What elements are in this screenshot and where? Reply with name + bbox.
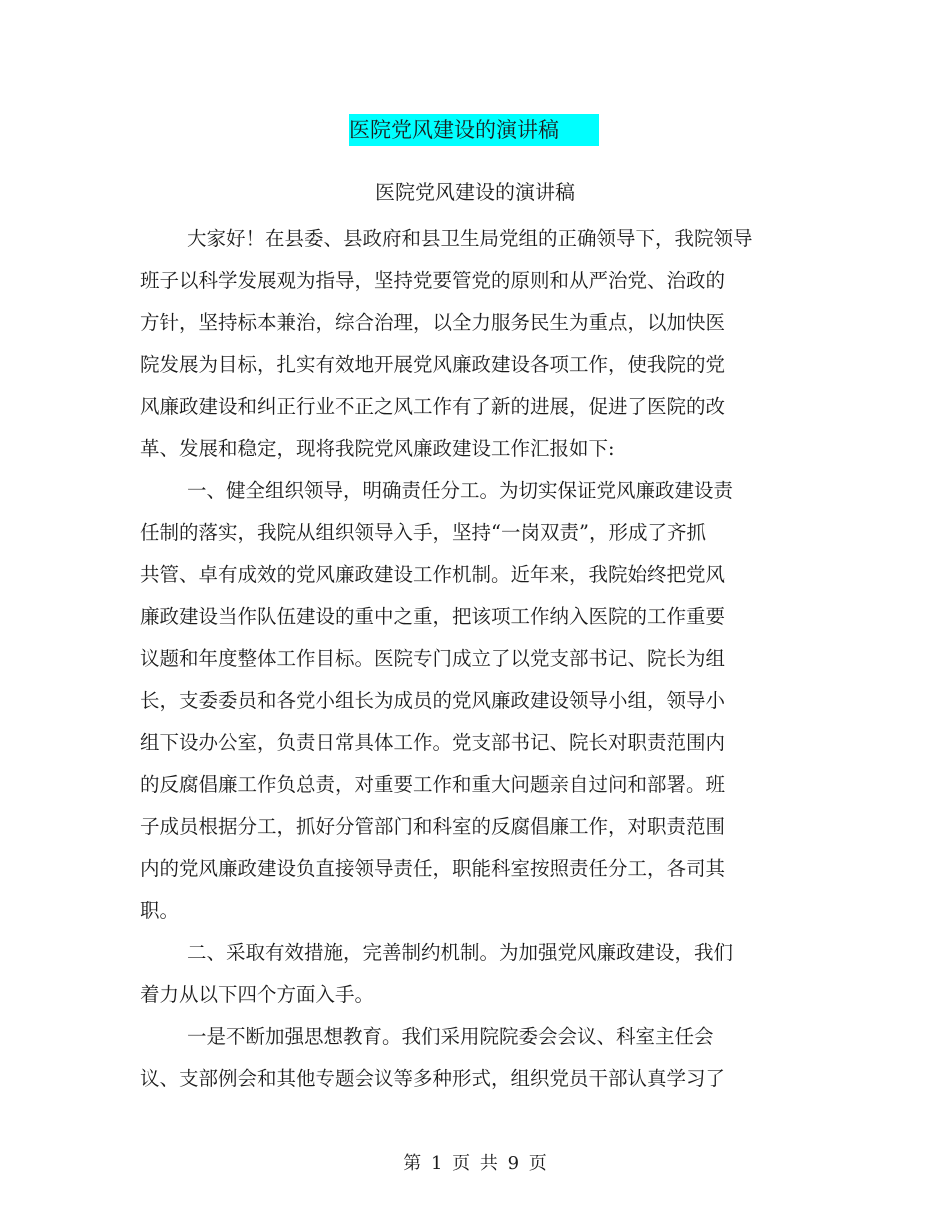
paragraph-section-2 (140, 932, 770, 1016)
text-line: 长，支委委员和各党小组长为成员的党风廉政建设领导小组，领导小 (140, 689, 726, 712)
footer-page-unit: 页 (452, 1153, 471, 1174)
text-line: 班子以科学发展观为指导，坚持党要管党的原则和从严治党、治政的 (140, 269, 726, 292)
text-line: 议、支部例会和其他专题会议等多种形式，组织党员干部认真学习了 (140, 1067, 726, 1090)
document-header-title (349, 114, 599, 146)
text-line: 组下设办公室，负责日常具体工作。党支部书记、院长对职责范围内 (140, 731, 726, 754)
document-subtitle: 医院党风建设的演讲稿 (375, 180, 575, 204)
text-line: 内的党风廉政建设负直接领导责任，职能科室按照责任分工，各司其 (140, 857, 726, 880)
text-line: 子成员根据分工，抓好分管部门和科室的反腐倡廉工作，对职责范围 (140, 815, 726, 838)
footer-total-prefix: 共 (479, 1153, 498, 1174)
text-line: 一是不断加强思想教育。我们采用院院委会会议、科室主任会 (187, 1025, 714, 1048)
text-line: 大家好！在县委、县政府和县卫生局党组的正确领导下，我院领导 (187, 227, 753, 250)
page-footer (0, 1151, 950, 1177)
text-line: 共管、卓有成效的党风廉政建设工作机制。近年来，我院始终把党风 (140, 563, 726, 586)
text-line: 任制的落实，我院从组织领导入手，坚持“一岗双责”，形成了齐抓 (140, 521, 706, 544)
text-line: 廉政建设当作队伍建设的重中之重，把该项工作纳入医院的工作重要 (140, 605, 726, 628)
text-line: 职。 (140, 899, 180, 922)
text-line: 风廉政建设和纠正行业不正之风工作有了新的进展，促进了医院的改 (140, 395, 726, 418)
text-line: 院发展为目标，扎实有效地开展党风廉政建设各项工作，使我院的党 (140, 353, 726, 376)
paragraph-section-1 (140, 470, 770, 932)
document-body (140, 218, 770, 1100)
text-line: 革、发展和稳定，现将我院党风廉政建设工作汇报如下: (140, 437, 615, 460)
footer-total-unit: 页 (528, 1153, 547, 1174)
text-line: 一、健全组织领导，明确责任分工。为切实保证党风廉政建设责 (187, 479, 734, 502)
text-line: 议题和年度整体工作目标。医院专门成立了以党支部书记、院长为组 (140, 647, 726, 670)
footer-prefix: 第 (403, 1153, 422, 1174)
text-line: 二、采取有效措施，完善制约机制。为加强党风廉政建设，我们 (187, 941, 734, 964)
header-title-text: 医院党风建设的演讲稿 (349, 118, 559, 142)
footer-total-pages: 9 (507, 1153, 520, 1174)
footer-page-number: 1 (430, 1153, 443, 1174)
text-line: 着力从以下四个方面入手。 (140, 983, 375, 1006)
paragraph-measure-1 (140, 1016, 770, 1100)
text-line: 方针，坚持标本兼治，综合治理，以全力服务民生为重点，以加快医 (140, 311, 726, 334)
text-line: 的反腐倡廉工作负总责，对重要工作和重大问题亲自过问和部署。班 (140, 773, 726, 796)
paragraph-intro (140, 218, 770, 470)
